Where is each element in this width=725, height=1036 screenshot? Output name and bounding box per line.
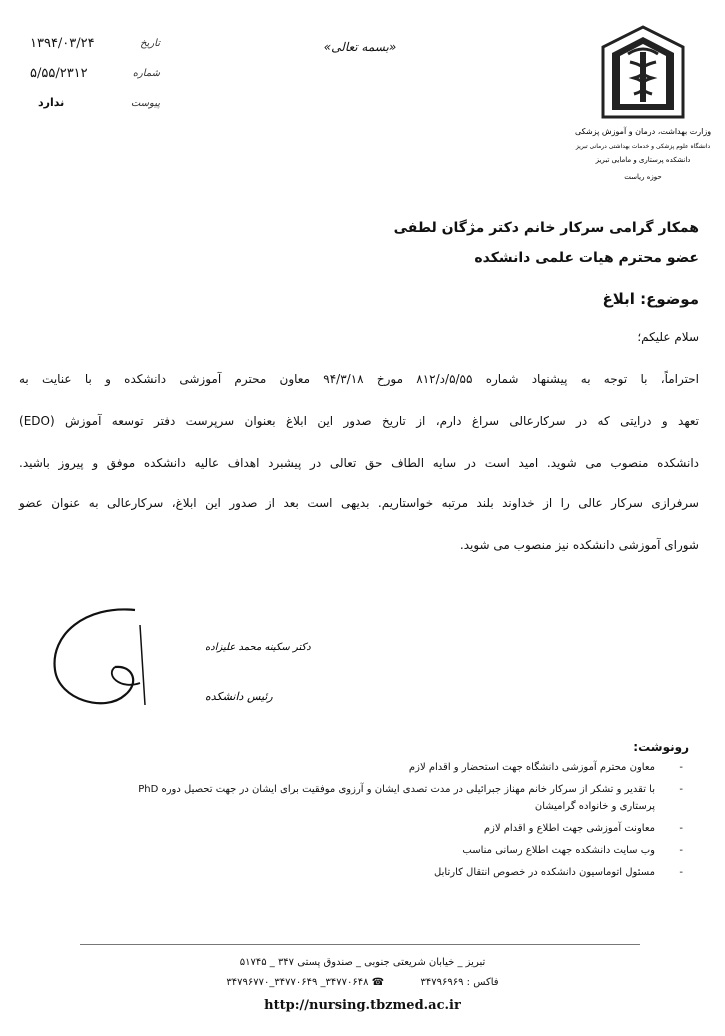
date-row bbox=[30, 36, 160, 54]
website-link[interactable]: http://nursing.tbzmed.ac.ir bbox=[264, 998, 461, 1013]
attachment-row bbox=[30, 96, 160, 114]
cc-item-text: وب سایت دانشکده جهت اطلاع رسانی مناسب bbox=[462, 845, 655, 856]
cc-item bbox=[15, 843, 695, 858]
date-label: تاریخ bbox=[140, 38, 160, 49]
cc-item-text: پرستاری و خانواده گرامیشان bbox=[534, 801, 655, 812]
cc-dash: - bbox=[679, 867, 683, 878]
logo-line1: وزارت بهداشت، درمان و آموزش پزشکی bbox=[574, 127, 712, 136]
university-logo bbox=[574, 22, 712, 192]
footer-divider bbox=[80, 944, 640, 945]
university-emblem-icon bbox=[574, 22, 712, 192]
logo-line3: دانشکده پرستاری و مامایی تبریز bbox=[595, 156, 691, 164]
logo-line2: دانشگاه علوم پزشکی و خدمات بهداشتی درمانی تبریز bbox=[575, 143, 711, 150]
cc-item-text: معاونت آموزشی جهت اطلاع و اقدام لازم bbox=[483, 823, 655, 834]
cc-title: رونوشت: bbox=[633, 740, 689, 754]
cc-item bbox=[15, 865, 695, 880]
cc-dash: - bbox=[679, 762, 683, 773]
number-value: ۵/۵۵/۲۳۱۲ bbox=[30, 66, 88, 81]
cc-item-text: با تقدیر و تشکر از سرکار خانم مهناز جبرائیلی در مدت تصدی ایشان و آرزوی موفقیت برای ایشان در جهت تحصیل دوره PhD bbox=[138, 784, 655, 795]
cc-dash: - bbox=[679, 784, 683, 795]
addressee-line1: همکار گرامی سرکار خانم دکتر مژگان لطفی bbox=[393, 220, 699, 236]
number-row bbox=[30, 66, 160, 84]
cc-item bbox=[15, 821, 695, 836]
signer-title: رئیس دانشکده bbox=[205, 690, 273, 703]
body-line-3: دانشکده منصوب می شوید. امید است در سایه الطاف حق تعالی در پیشبرد اهداف عالیه دانشکده موفق و پیروز باشید. bbox=[19, 456, 699, 470]
attachment-label: پیوست bbox=[130, 98, 160, 109]
greeting: سلام علیکم؛ bbox=[637, 330, 699, 344]
cc-item-text: معاون محترم آموزشی دانشگاه جهت استحضار و اقدام لازم bbox=[408, 762, 655, 773]
footer-address: تبریز _ خیابان شریعتی جنوبی _ صندوق پستی ۳۴۷ _ ۵۱۷۴۵ bbox=[239, 957, 486, 968]
cc-list bbox=[15, 760, 695, 887]
attachment-value: ندارد bbox=[38, 96, 65, 109]
subject: موضوع: ابلاغ bbox=[602, 290, 699, 308]
signer-name: دکتر سکینه محمد علیزاده bbox=[205, 642, 311, 653]
cc-item-continuation bbox=[15, 799, 695, 814]
date-value: ۱۳۹۴/۰۳/۲۴ bbox=[30, 36, 95, 51]
cc-dash: - bbox=[679, 823, 683, 834]
body-line-2: تعهد و درایتی که در سرکارعالی سراغ دارم، از تاریخ صدور این ابلاغ بعنوان سرپرست دفتر توسعه آموزش (EDO) bbox=[19, 414, 699, 428]
handwritten-signature-icon bbox=[45, 595, 311, 720]
body-line-5: شورای آموزشی دانشکده نیز منصوب می شوید. bbox=[459, 538, 699, 552]
number-label: شماره bbox=[132, 68, 160, 79]
cc-item-text: مسئول اتوماسیون دانشکده در خصوص انتقال کارتابل bbox=[434, 867, 655, 878]
addressee-line2: عضو محترم هیات علمی دانشکده bbox=[474, 250, 699, 266]
footer-phones: ☎ ۳۴۷۷۰۶۴۸_ ۳۴۷۷۰۶۴۹_۳۴۷۹۶۷۷۰ bbox=[226, 977, 385, 988]
body-line-4: سرفرازی سرکار عالی را از خداوند بلند مرتبه خواستاریم. بدیهی است بعد از صدور این ابلاغ، سرکارعالی به عنوان عضو bbox=[19, 496, 699, 510]
signature bbox=[45, 595, 311, 720]
cc-item bbox=[15, 782, 695, 797]
footer-fax: فاکس : ۳۴۷۹۶۹۶۹ bbox=[420, 977, 499, 988]
footer-contact bbox=[0, 977, 725, 988]
cc-item bbox=[15, 760, 695, 775]
cc-dash: - bbox=[679, 845, 683, 856]
bismillah: «بسمه تعالی» bbox=[323, 40, 397, 54]
logo-line4: حوزه ریاست bbox=[624, 173, 662, 181]
body-line-1: احتراماً، با توجه به پیشنهاد شماره ۵/۵۵/د/۸۱۲ مورخ ۹۴/۳/۱۸ معاون محترم آموزشی دانشکده و با عنایت به bbox=[19, 372, 699, 386]
